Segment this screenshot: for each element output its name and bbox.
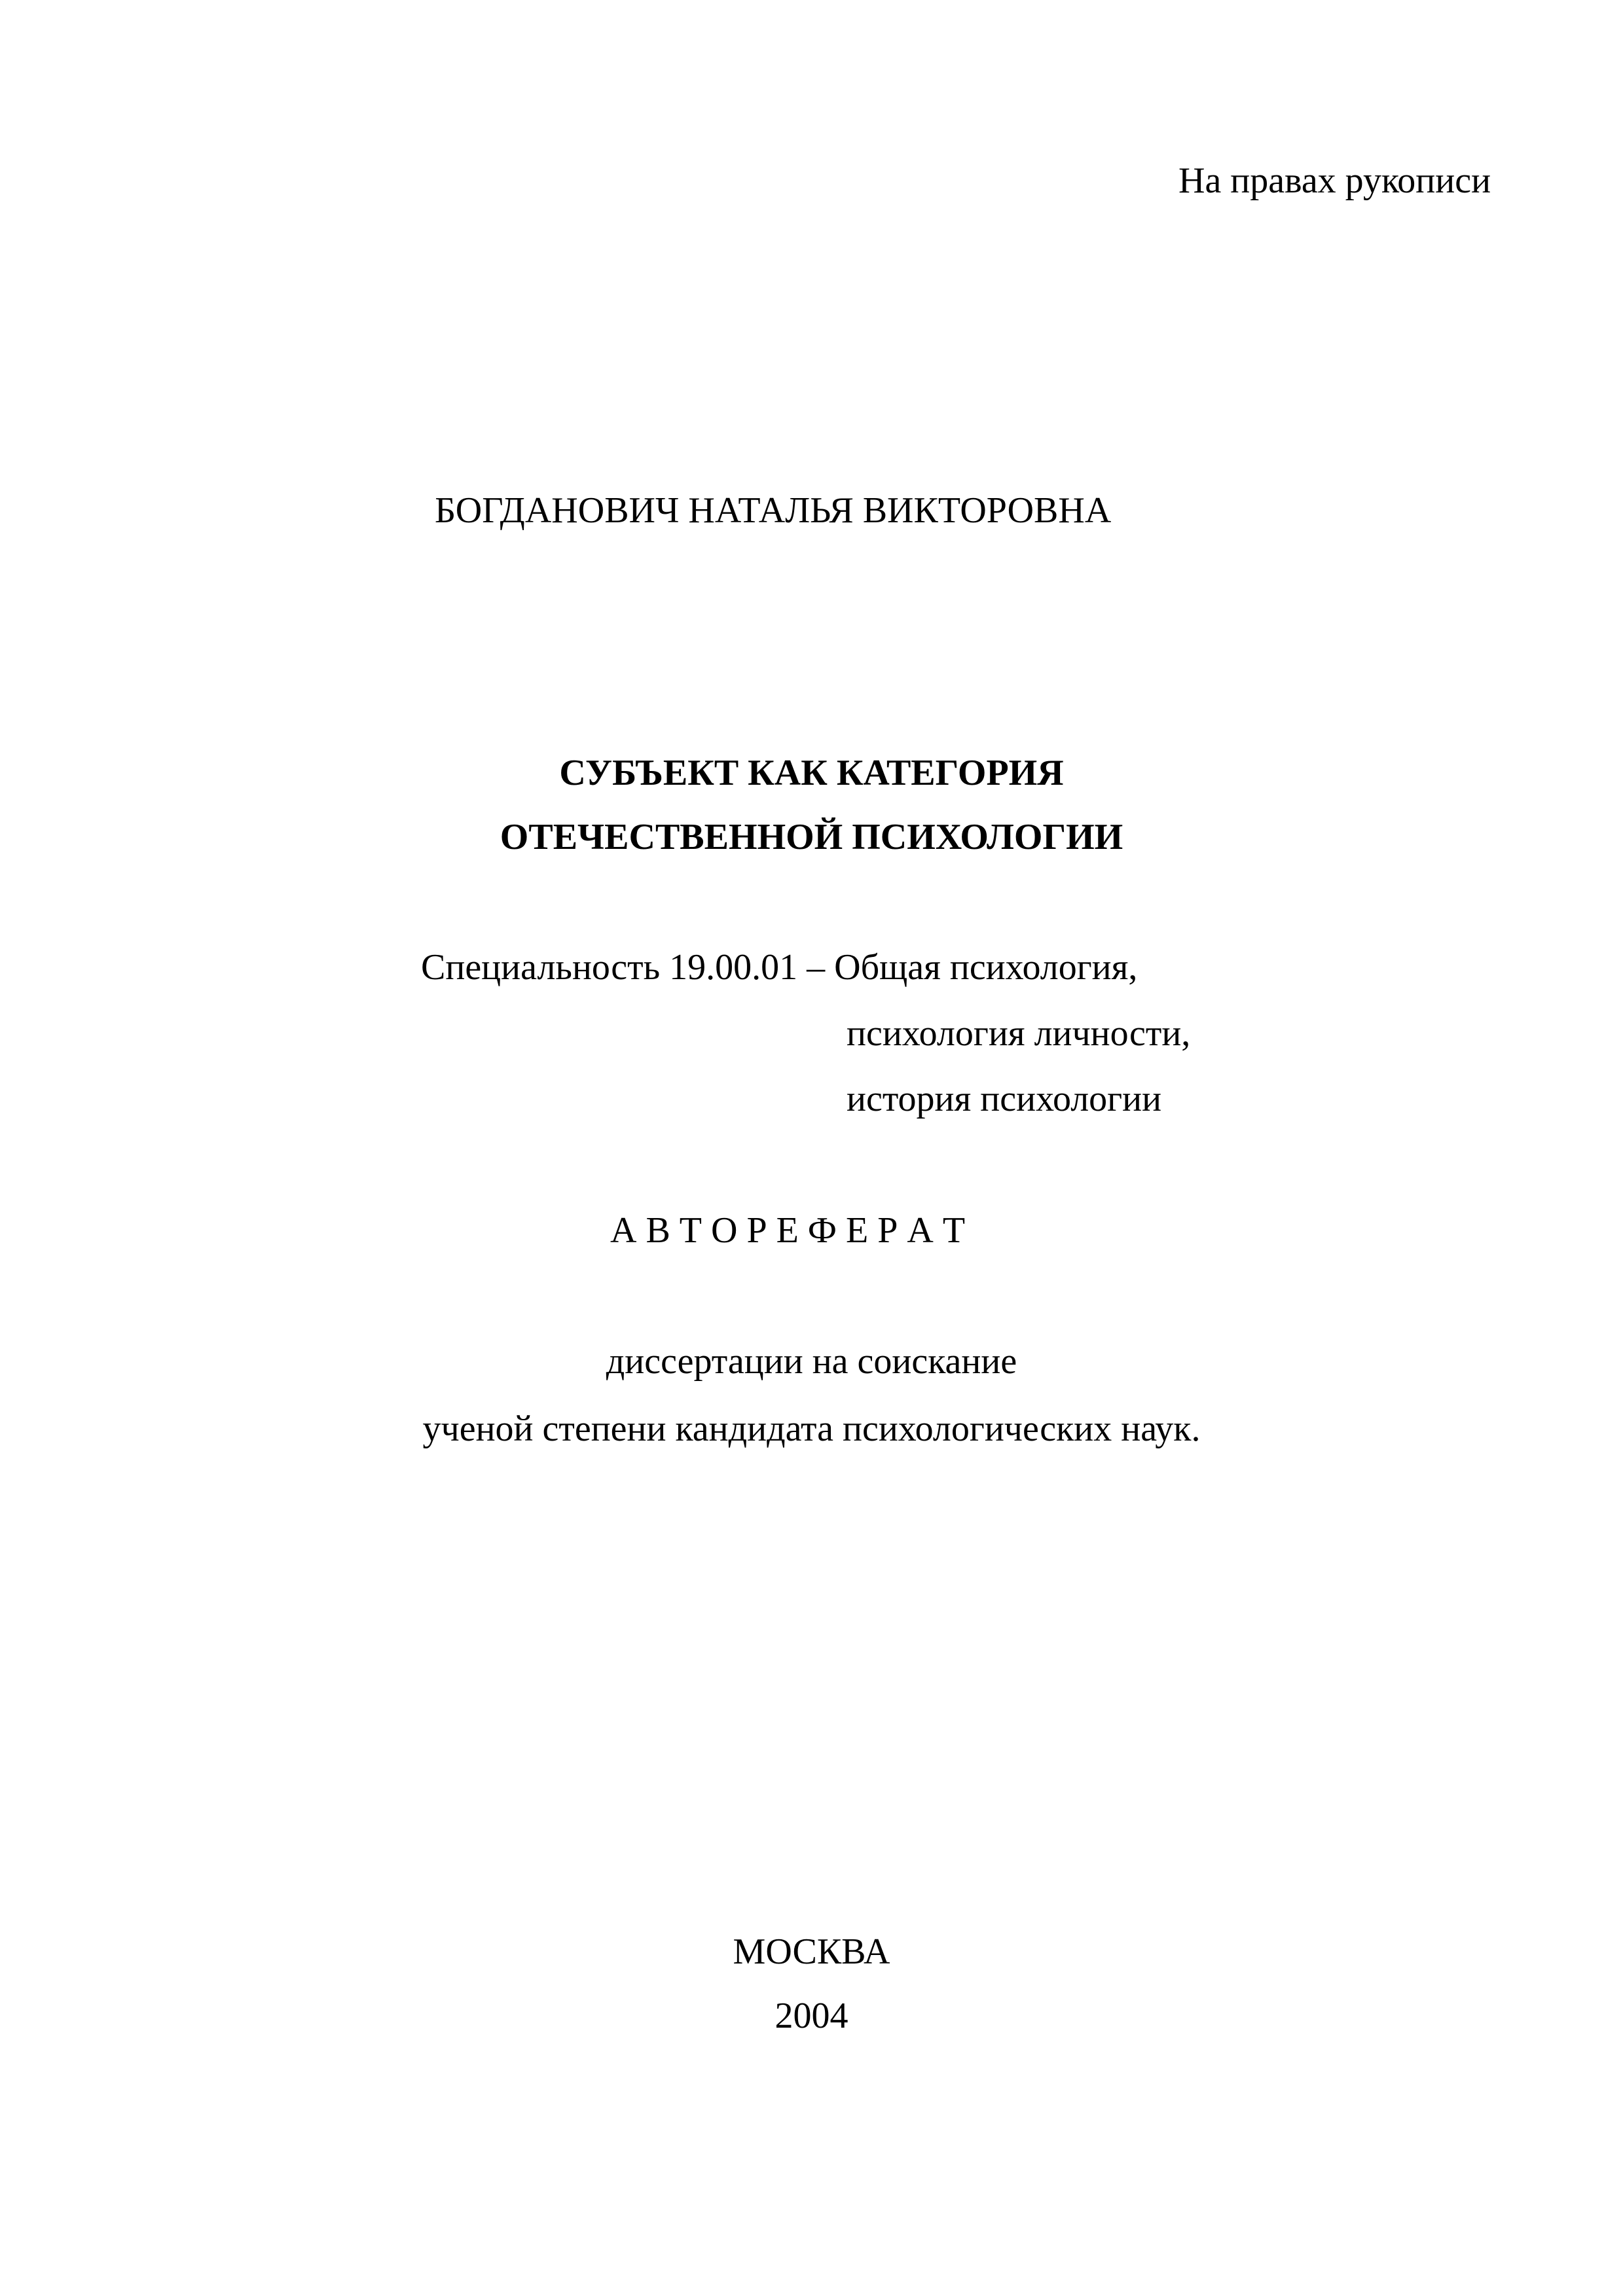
manuscript-note: На правах рукописи <box>1178 160 1491 201</box>
purpose-line-1: диссертации на соискание <box>606 1341 1017 1382</box>
specialty-line-1: Специальность 19.00.01 – Общая психология, <box>421 947 1138 988</box>
year: 2004 <box>775 1996 848 2036</box>
specialty-line-2: психология личности, <box>847 1013 1191 1054</box>
specialty-line-3: история психологии <box>847 1079 1162 1119</box>
purpose-line-2: ученой степени кандидата психологических наук. <box>422 1408 1201 1449</box>
title-line-1: СУБЪЕКТ КАК КАТЕГОРИЯ <box>559 753 1064 793</box>
title-line-2: ОТЕЧЕСТВЕННОЙ ПСИХОЛОГИИ <box>500 817 1123 857</box>
city: МОСКВА <box>733 1931 890 1972</box>
author-name: БОГДАНОВИЧ НАТАЛЬЯ ВИКТОРОВНА <box>435 490 1112 531</box>
document-type: А В Т О Р Е Ф Е Р А Т <box>610 1210 966 1251</box>
